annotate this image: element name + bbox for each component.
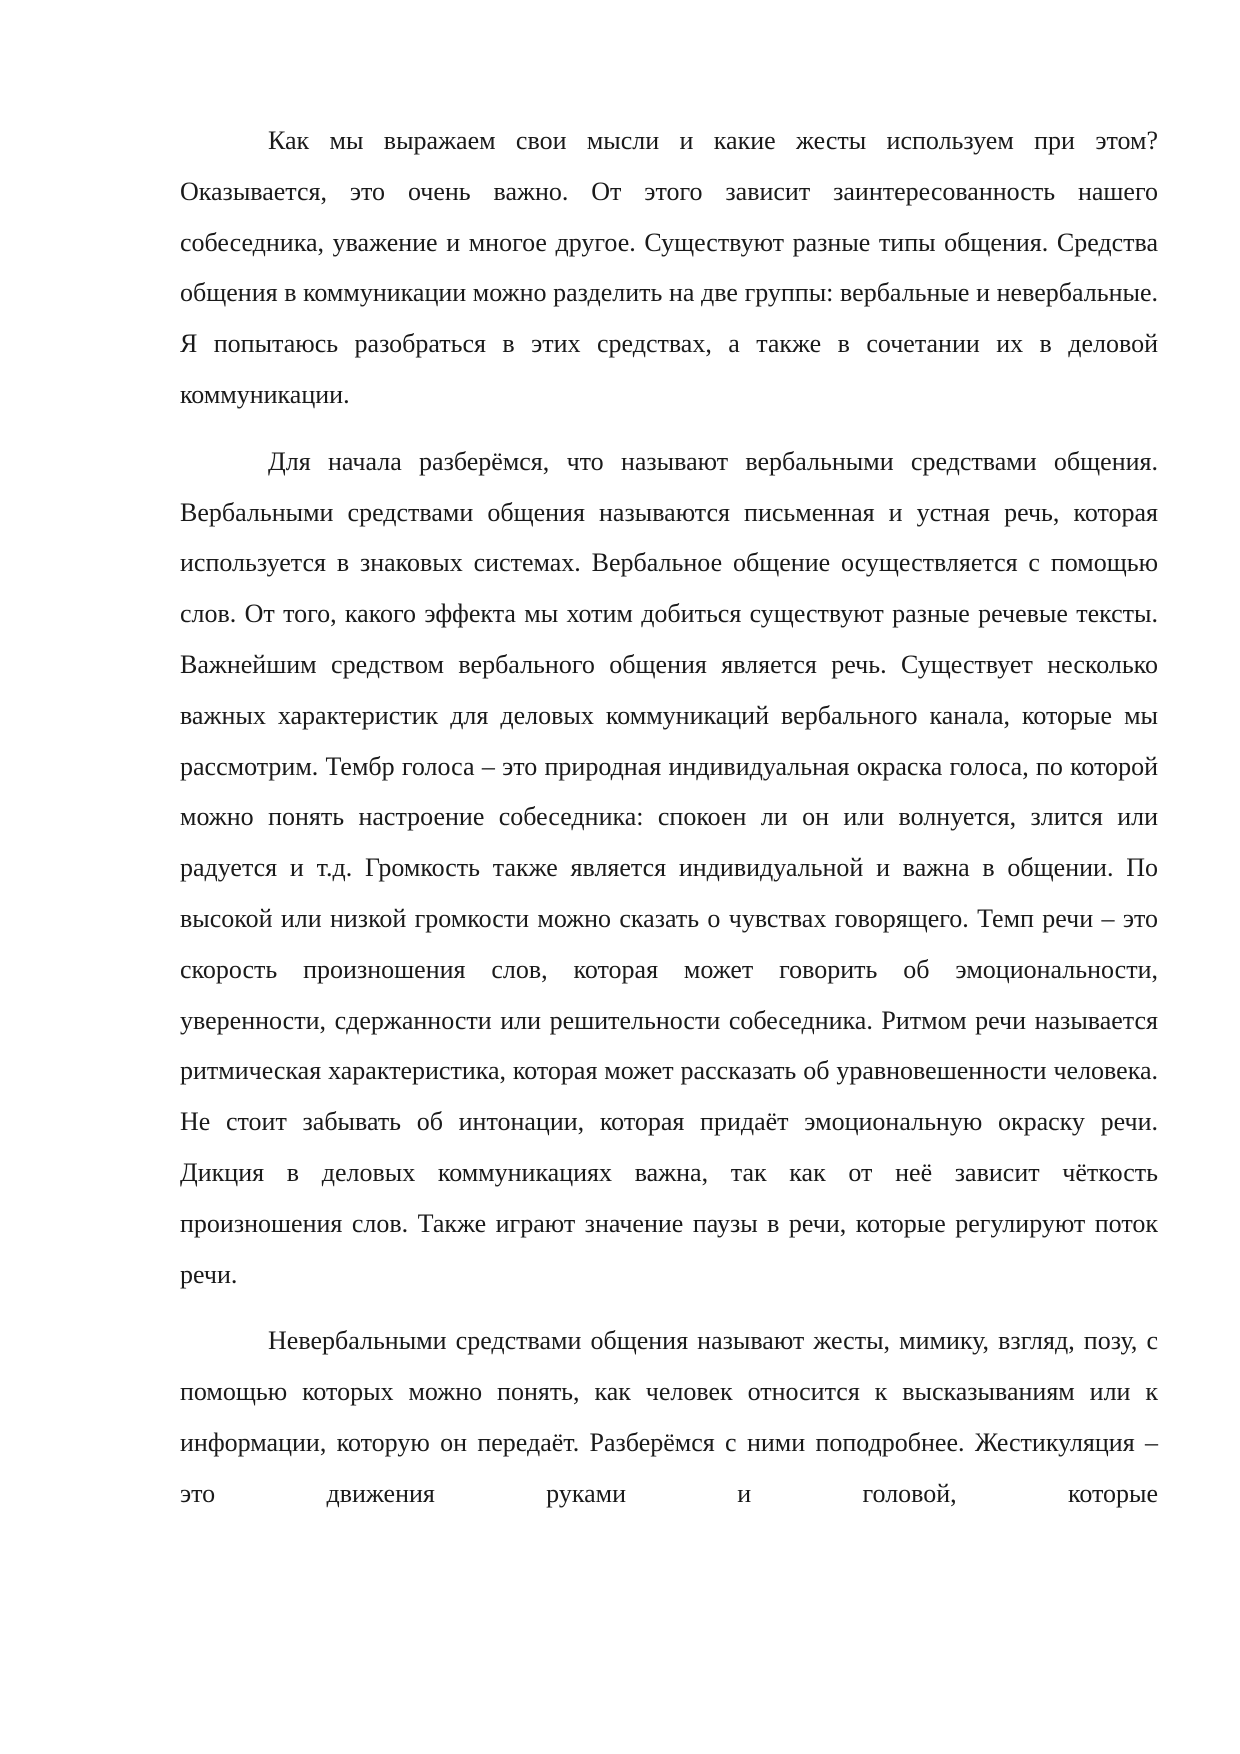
paragraph-intro: Как мы выражаем свои мысли и какие жесты используем при этом? Оказывается, это очень важно. От этого зависит заинтересованность нашего собеседника, уважение и многое другое. Существуют разные типы общения. Средства общения в коммуникации можно разделить на две группы: вербальные и невербальные. Я попытаюсь разобраться в этих средствах, а также в сочетании их в деловой коммуникации. <box>180 126 1158 409</box>
paragraph-verbal-means: Для начала разберёмся, что называют вербальными средствами общения. Вербальными средствами общения называются письменная и устная речь, которая используется в знаковых системах. Вербальное общение осуществляется с помощью слов. От того, какого эффекта мы хотим добиться существуют разные речевые тексты. Важнейшим средством вербального общения является речь. Существует несколько важных характеристик для деловых коммуникаций вербального канала, которые мы рассмотрим. Тембр голоса – это природная индивидуальная окраска голоса, по которой можно понять настроение собеседника: спокоен ли он или волнуется, злится или радуется и т.д. Громкость также является индивидуальной и важна в общении. По высокой или низкой громкости можно сказать о чувствах говорящего. Темп речи – это скорость произношения слов, которая может говорить об эмоциональности, уверенности, сдержанности или решительности собеседника. Ритмом речи называется ритмическая характеристика, которая может рассказать об уравновешенности человека. Не стоит забывать об интонации, которая придаёт эмоциональную окраску речи. Дикция в деловых коммуникациях важна, так как от неё зависит чёткость произношения слов. Также играют значение паузы в речи, которые регулируют поток речи. <box>180 446 1158 1289</box>
document-body <box>180 116 1158 1520</box>
paragraph-nonverbal-means: Невербальными средствами общения называют жесты, мимику, взгляд, позу, с помощью которых можно понять, как человек относится к высказываниям или к информации, которую он передаёт. Разберёмся с ними поподробнее. Жестикуляция – это движения руками и головой, которые <box>180 1326 1158 1508</box>
